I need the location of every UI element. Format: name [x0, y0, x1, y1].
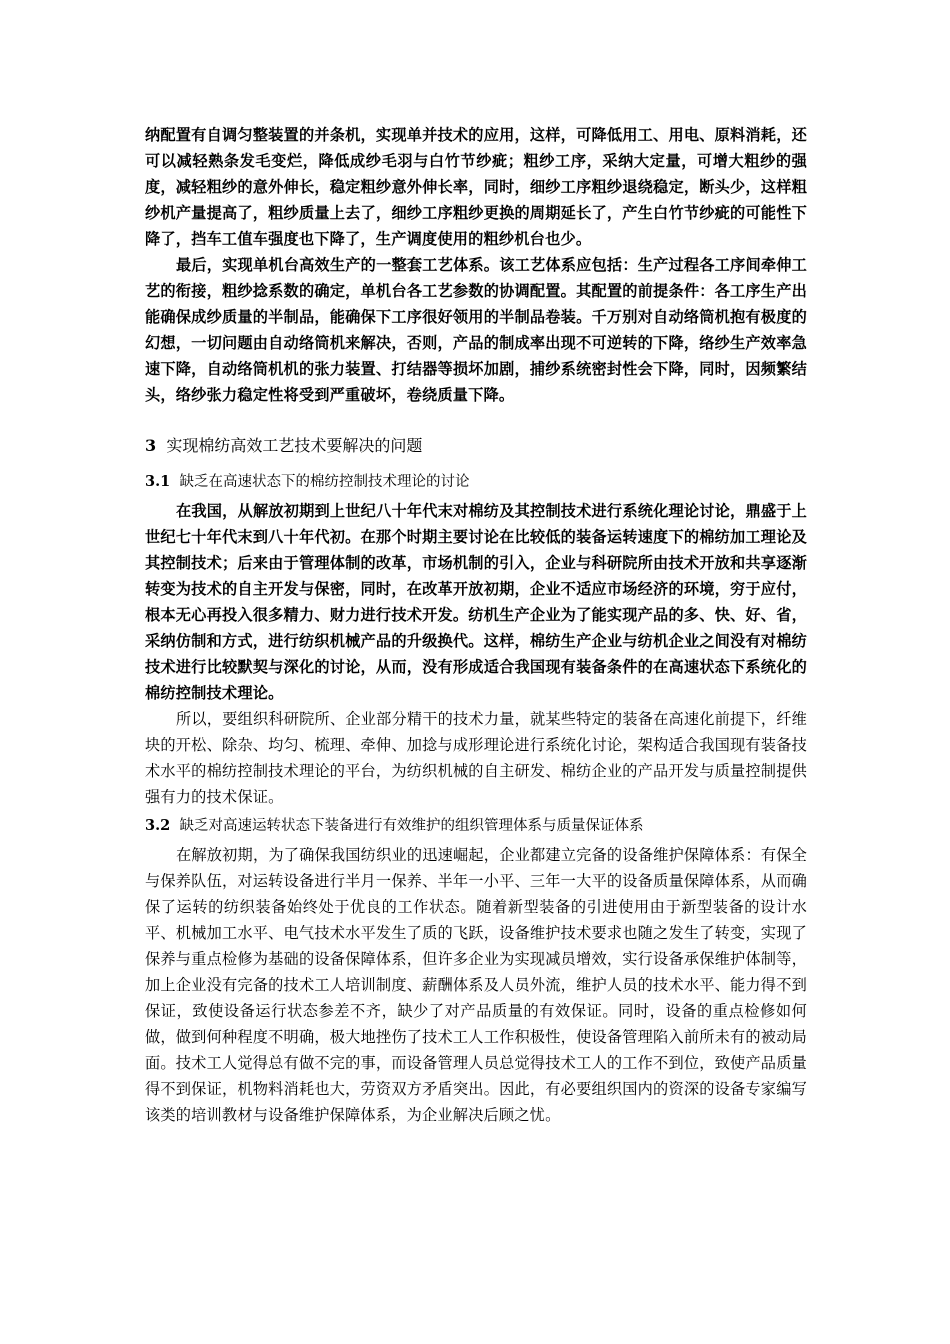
- section-3-1-title: 缺乏在高速状态下的棉纺控制技术理论的讨论: [179, 474, 470, 490]
- section-3-1-heading: [145, 470, 807, 494]
- section-3-2-number: 3.2: [145, 817, 171, 834]
- section-3-number: 3: [145, 436, 157, 455]
- document-body: [145, 122, 807, 1128]
- paragraph-history: 在我国，从解放初期到上世纪八十年代末对棉纺及其控制技术进行系统化理论讨论，鼎盛于上世纪七十年代末到八十年代初。在那个时期主要讨论在比较低的装备运转速度下的棉纺加工理论及其控制技术；后来由于管理体制的改革，市场机制的引入，企业与科研院所由技术开放和共享逐渐转变为技术的自主开发与保密，同时，在改革开放初期，企业不适应市场经济的环境，穷于应付，根本无心再投入很多精力、财力进行技术开发。纺机生产企业为了能实现产品的多、快、好、省，采纳仿制和方式，进行纺织机械产品的升级换代。这样，棉纺生产企业与纺机企业之间没有对棉纺技术进行比较默契与深化的讨论，从而，没有形成适合我国现有装备条件的在高速状态下系统化的棉纺控制技术理论。: [145, 502, 807, 702]
- paragraph-research-platform: 所以，要组织科研院所、企业部分精干的技术力量，就某些特定的装备在高速化前提下，纤维块的开松、除杂、均匀、梳理、牵伸、加捻与成形理论进行系统化讨论，架构适合我国现有装备技术水平的棉纺控制技术理论的平台，为纺织机械的自主研发、棉纺企业的产品开发与质量控制提供强有力的技术保证。: [145, 710, 807, 806]
- section-3-2-title: 缺乏对高速运转状态下装备进行有效维护的组织管理体系与质量保证体系: [179, 818, 644, 834]
- section-3-heading: [145, 434, 807, 458]
- section-3-1-number: 3.1: [145, 473, 171, 490]
- paragraph-maintenance: 在解放初期，为了确保我国纺织业的迅速崛起，企业都建立完备的设备维护保障体系：有保全与保养队伍，对运转设备进行半月一保养、半年一小平、三年一大平的设备质量保障体系，从而确保了运转的纺织装备始终处于优良的工作状态。随着新型装备的引进使用由于新型装备的设计水平、机械加工水平、电气技术水平发生了质的飞跃，设备维护技术要求也随之发生了转变，实现了保养与重点检修为基础的设备保障体系，但许多企业为实现减员增效，实行设备承保维护体制等，加上企业没有完备的技术工人培训制度、薪酬体系及人员外流，维护人员的技术水平、能力得不到保证，致使设备运行状态参差不齐，缺少了对产品质量的有效保证。同时，设备的重点检修如何做，做到何种程度不明确，极大地挫伤了技术工人工作积极性，使设备管理陷入前所未有的被动局面。技术工人觉得总有做不完的事，而设备管理人员总觉得技术工人的工作不到位，致使产品质量得不到保证，机物料消耗也大，劳资双方矛盾突出。因此，有必要组织国内的资深的设备专家编写该类的培训教材与设备维护保障体系，为企业解决后顾之忧。: [145, 846, 807, 1124]
- section-3-title: 实现棉纺高效工艺技术要解决的问题: [166, 436, 423, 455]
- paragraph-drawing-frame: 纳配置有自调匀整装置的并条机，实现单并技术的应用，这样，可降低用工、用电、原料消耗，还可以减轻熟条发毛变烂，降低成纱毛羽与白竹节纱疵；粗纱工序，采纳大定量，可增大粗纱的强度，减轻粗纱的意外伸长，稳定粗纱意外伸长率，同时，细纱工序粗纱退绕稳定，断头少，这样粗纱机产量提高了，粗纱质量上去了，细纱工序粗纱更换的周期延长了，产生白竹节纱疵的可能性下降了，挡车工值车强度也下降了，生产调度使用的粗纱机台也少。: [145, 126, 807, 248]
- paragraph-process-system: 最后，实现单机台高效生产的一整套工艺体系。该工艺体系应包括：生产过程各工序间牵伸工艺的衔接，粗纱捻系数的确定，单机台各工艺参数的协调配置。其配置的前提条件：各工序生产出能确保成纱质量的半制品，能确保下工序很好领用的半制品卷装。千万别对自动络筒机抱有极度的幻想，一切问题由自动络筒机来解决，否则，产品的制成率出现不可逆转的下降，络纱生产效率急速下降，自动络筒机机的张力装置、打结器等损坏加剧，捕纱系统密封性会下降，同时，因频繁结头，络纱张力稳定性将受到严重破坏，卷绕质量下降。: [145, 256, 807, 404]
- section-3-2-heading: [145, 814, 807, 838]
